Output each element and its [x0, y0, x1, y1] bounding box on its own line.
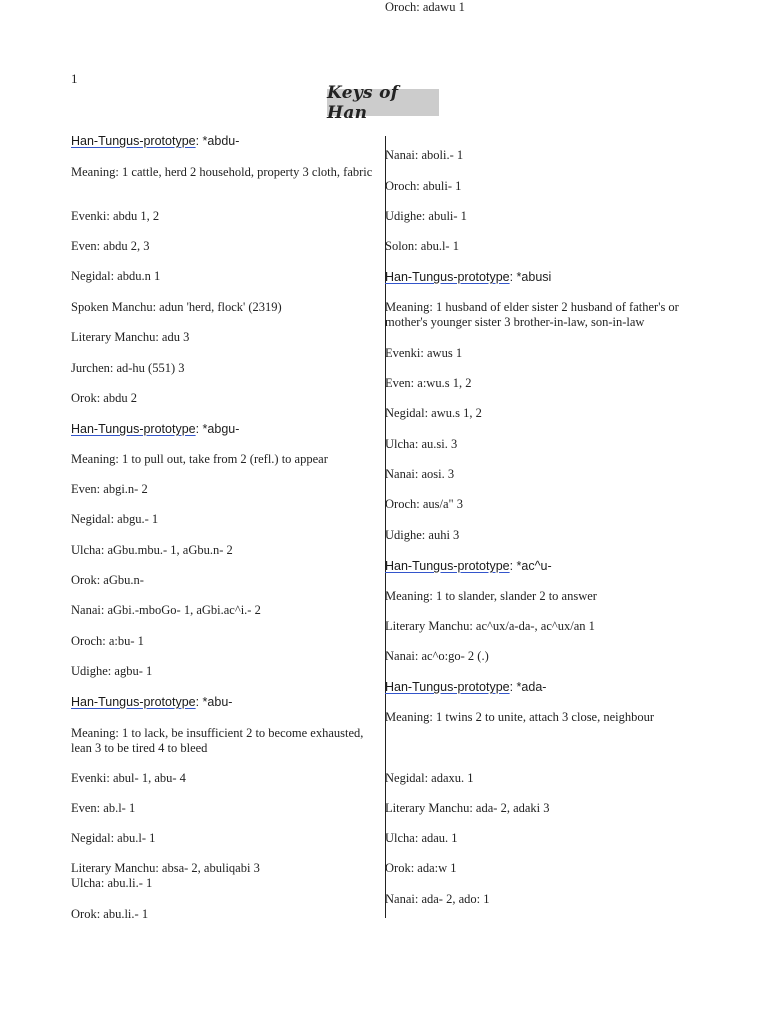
- entry-line: Jurchen: ad-hu (551) 3: [71, 361, 185, 375]
- entry-line: Ulcha: abu.li.- 1: [71, 876, 153, 890]
- prototype-form: : *abgu-: [195, 422, 240, 436]
- entry-heading: [71, 695, 386, 710]
- entry-line: Nanai: aboli.- 1: [385, 148, 464, 162]
- prototype-label: Han-Tungus-prototype: [71, 134, 196, 148]
- entry-heading: [385, 680, 700, 695]
- entry-line: Evenki: awus 1: [385, 346, 463, 360]
- prototype-form: : *abdu-: [195, 134, 240, 148]
- page-title: Keys of Han: [327, 82, 399, 123]
- entry-line: Ulcha: au.si. 3: [385, 437, 458, 451]
- prototype-form: : *abu-: [195, 695, 233, 709]
- entry-line: Orok: abu.li.- 1: [71, 907, 149, 921]
- entry-line: Meaning: 1 cattle, herd 2 household, property 3 cloth, fabric: [71, 165, 373, 179]
- entry-line: Oroch: a:bu- 1: [71, 634, 144, 648]
- entry-line: Even: ab.l- 1: [71, 801, 136, 815]
- entry-line: Nanai: ada- 2, ado: 1: [385, 892, 490, 906]
- prototype-form: : *ac^u-: [509, 559, 552, 573]
- entry-line: Spoken Manchu: adun 'herd, flock' (2319): [71, 300, 282, 314]
- prototype-label: Han-Tungus-prototype: [385, 270, 510, 284]
- entry-line: Literary Manchu: ada- 2, adaki 3: [385, 801, 550, 815]
- entry-line: Ulcha: adau. 1: [385, 831, 458, 845]
- entry-line: Even: abgi.n- 2: [71, 482, 148, 496]
- entry-line: Negidal: abu.l- 1: [71, 831, 156, 845]
- prototype-label: Han-Tungus-prototype: [385, 680, 510, 694]
- entry-line: Meaning: 1 to lack, be insufficient 2 to become exhausted, lean 3 to be tired 4 to bleed: [71, 726, 364, 755]
- entry-line: Solon: abu.l- 1: [385, 239, 459, 253]
- entry-line: Ulcha: aGbu.mbu.- 1, aGbu.n- 2: [71, 543, 233, 557]
- entry-line: Nanai: aGbi.-mboGo- 1, aGbi.ac^i.- 2: [71, 603, 261, 617]
- entry-line: Meaning: 1 to slander, slander 2 to answer: [385, 589, 597, 603]
- entry-line: Meaning: 1 to pull out, take from 2 (refl.) to appear: [71, 452, 328, 466]
- entry-line: Oroch: abuli- 1: [385, 179, 462, 193]
- entry-line: Udighe: abuli- 1: [385, 209, 467, 223]
- entry-heading: [385, 270, 700, 285]
- entry-line: Literary Manchu: absa- 2, abuliqabi 3: [71, 861, 260, 875]
- entry-line: Literary Manchu: ac^ux/a-da-, ac^ux/an 1: [385, 619, 595, 633]
- entry-line: Negidal: adaxu. 1: [385, 771, 474, 785]
- entry-line: Even: a:wu.s 1, 2: [385, 376, 472, 390]
- page-number: 1: [71, 71, 78, 86]
- entry-line: Oroch: aus/a" 3: [385, 497, 463, 511]
- entry-line: Oroch: adawu 1: [385, 0, 465, 14]
- entry-line: Evenki: abdu 1, 2: [71, 209, 160, 223]
- prototype-label: Han-Tungus-prototype: [385, 559, 510, 573]
- entry-line: Literary Manchu: adu 3: [71, 330, 190, 344]
- entry-line: Udighe: agbu- 1: [71, 664, 153, 678]
- entry-line: Orok: abdu 2: [71, 391, 137, 405]
- entry-line: Meaning: 1 husband of elder sister 2 husband of father's or mother's younger sister 3 brother-in-law, son-in-law: [385, 300, 679, 329]
- title-banner: [327, 82, 439, 123]
- entry-line: Orok: aGbu.n-: [71, 573, 144, 587]
- entry-line: Meaning: 1 twins 2 to unite, attach 3 close, neighbour: [385, 710, 655, 724]
- entry-line: Nanai: aosi. 3: [385, 467, 455, 481]
- entry-line: Udighe: auhi 3: [385, 528, 460, 542]
- prototype-form: : *ada-: [509, 680, 547, 694]
- entry-heading: [385, 559, 700, 574]
- entry-heading: [71, 134, 386, 149]
- prototype-label: Han-Tungus-prototype: [71, 695, 196, 709]
- prototype-form: : *abusi: [509, 270, 552, 284]
- entry-heading: [71, 422, 386, 437]
- entry-line: Even: abdu 2, 3: [71, 239, 150, 253]
- entry-line: Negidal: abgu.- 1: [71, 512, 159, 526]
- entry-line: Nanai: ac^o:go- 2 (.): [385, 649, 489, 663]
- entry-line: Negidal: awu.s 1, 2: [385, 406, 482, 420]
- entry-line: Evenki: abul- 1, abu- 4: [71, 771, 186, 785]
- entry-line: Negidal: abdu.n 1: [71, 269, 161, 283]
- prototype-label: Han-Tungus-prototype: [71, 422, 196, 436]
- entry-line: Orok: ada:w 1: [385, 861, 457, 875]
